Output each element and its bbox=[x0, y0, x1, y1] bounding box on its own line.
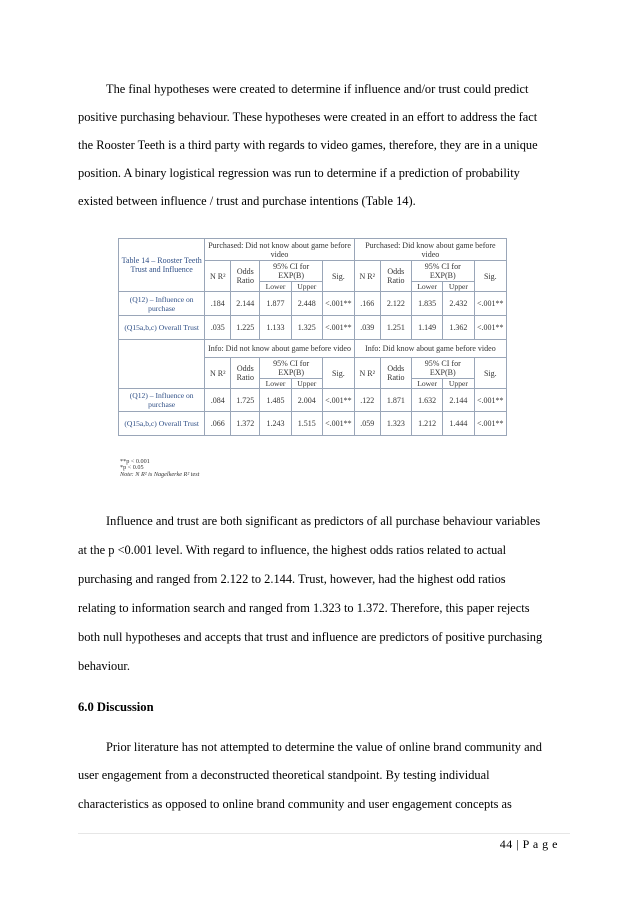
row-label-trust: (Q15a,b,c) Overall Trust bbox=[119, 316, 205, 340]
cell: <.001** bbox=[322, 292, 354, 316]
note-line: Note: N R² is Nagelkerke R² test bbox=[120, 470, 200, 478]
row-label-influence: (Q12) – Influence on purchase bbox=[119, 389, 205, 412]
text-line: The final hypotheses were created to determine if influence and/or trust could predict bbox=[106, 82, 529, 96]
cell: 2.448 bbox=[291, 292, 322, 316]
cell: 1.725 bbox=[231, 389, 260, 412]
col-ci: 95% CI for EXP(B) bbox=[411, 261, 474, 282]
cell: 2.432 bbox=[443, 292, 474, 316]
table-row bbox=[119, 292, 507, 316]
cell: <.001** bbox=[322, 316, 354, 340]
cell: .122 bbox=[354, 389, 380, 412]
cell: <.001** bbox=[322, 412, 354, 436]
note-line: *p < 0.05 bbox=[120, 464, 144, 472]
cell: 1.485 bbox=[260, 389, 291, 412]
col-nr2: N R² bbox=[205, 261, 231, 292]
text-line: user engagement from a deconstructed theoretical standpoint. By testing individual bbox=[78, 768, 490, 782]
group-header-info-know: Info: Did know about game before video bbox=[354, 340, 506, 358]
text-line: purchasing and ranged from 2.122 to 2.144. Trust, however, had the highest odd ratios bbox=[78, 572, 506, 586]
cell: 1.877 bbox=[260, 292, 291, 316]
cell: 1.835 bbox=[411, 292, 442, 316]
col-nr2: N R² bbox=[354, 358, 380, 389]
text-line: both null hypotheses and accepts that trust and influence are predictors of positive purchasing bbox=[78, 630, 543, 644]
cell: 2.144 bbox=[443, 389, 474, 412]
cell: <.001** bbox=[474, 292, 506, 316]
footer-divider bbox=[78, 833, 570, 834]
cell: 1.325 bbox=[291, 316, 322, 340]
text-line: Influence and trust are both significant as predictors of all purchase behaviour variables bbox=[106, 514, 541, 528]
cell: 1.225 bbox=[231, 316, 260, 340]
blank-cell bbox=[119, 340, 205, 389]
cell: 1.251 bbox=[380, 316, 411, 340]
col-lower: Lower bbox=[260, 282, 291, 292]
cell: <.001** bbox=[474, 316, 506, 340]
group-header-purchased-know: Purchased: Did know about game before video bbox=[354, 239, 506, 261]
text-line: relating to information search and ranged from 1.323 to 1.372. Therefore, this paper rejects bbox=[78, 601, 530, 615]
col-lower: Lower bbox=[260, 379, 291, 389]
col-nr2: N R² bbox=[205, 358, 231, 389]
col-lower: Lower bbox=[411, 379, 442, 389]
cell: .059 bbox=[354, 412, 380, 436]
col-sig: Sig. bbox=[474, 261, 506, 292]
table-14-figure bbox=[114, 232, 512, 482]
table-notes bbox=[120, 459, 199, 478]
cell: 1.372 bbox=[231, 412, 260, 436]
col-upper: Upper bbox=[291, 379, 322, 389]
cell: 1.362 bbox=[443, 316, 474, 340]
col-odds: Odds Ratio bbox=[380, 358, 411, 389]
cell: 1.212 bbox=[411, 412, 442, 436]
text-line: characteristics as opposed to online brand community and user engagement concepts as bbox=[78, 797, 512, 811]
regression-table bbox=[118, 238, 507, 436]
col-nr2: N R² bbox=[354, 261, 380, 292]
text-line: existed between influence / trust and purchase intentions (Table 14). bbox=[78, 194, 416, 208]
cell: .039 bbox=[354, 316, 380, 340]
row-label-influence: (Q12) – Influence on purchase bbox=[119, 292, 205, 316]
cell: 1.149 bbox=[411, 316, 442, 340]
cell: .184 bbox=[205, 292, 231, 316]
cell: 2.144 bbox=[231, 292, 260, 316]
cell: .166 bbox=[354, 292, 380, 316]
page-number: 44 | P a g e bbox=[499, 837, 558, 851]
col-odds: Odds Ratio bbox=[231, 261, 260, 292]
cell: <.001** bbox=[474, 412, 506, 436]
col-ci: 95% CI for EXP(B) bbox=[411, 358, 474, 379]
cell: 1.133 bbox=[260, 316, 291, 340]
cell: 1.243 bbox=[260, 412, 291, 436]
col-odds: Odds Ratio bbox=[380, 261, 411, 292]
note-line: **p < 0.001 bbox=[120, 458, 150, 465]
col-ci: 95% CI for EXP(B) bbox=[260, 261, 323, 282]
section-heading: 6.0 Discussion bbox=[78, 700, 154, 714]
cell: <.001** bbox=[322, 389, 354, 412]
cell: .066 bbox=[205, 412, 231, 436]
col-sig: Sig. bbox=[474, 358, 506, 389]
text-line: behaviour. bbox=[78, 659, 130, 673]
table-row bbox=[119, 389, 507, 412]
text-line: the Rooster Teeth is a third party with regards to video games, therefore, they are in a unique bbox=[78, 138, 538, 152]
cell: 1.444 bbox=[443, 412, 474, 436]
text-line: positive purchasing behaviour. These hypotheses were created in an effort to address the fact bbox=[78, 110, 538, 124]
table-row bbox=[119, 412, 507, 436]
text-line: at the p <0.001 level. With regard to influence, the highest odds ratios related to actual bbox=[78, 543, 507, 557]
text-line: position. A binary logistical regression was run to determine if a prediction of probability bbox=[78, 166, 520, 180]
cell: .084 bbox=[205, 389, 231, 412]
cell: <.001** bbox=[474, 389, 506, 412]
cell: 2.004 bbox=[291, 389, 322, 412]
cell: 1.323 bbox=[380, 412, 411, 436]
col-lower: Lower bbox=[411, 282, 442, 292]
cell: 1.515 bbox=[291, 412, 322, 436]
col-ci: 95% CI for EXP(B) bbox=[260, 358, 323, 379]
col-upper: Upper bbox=[443, 282, 474, 292]
text-line: Prior literature has not attempted to determine the value of online brand community and bbox=[106, 740, 542, 754]
row-label-trust: (Q15a,b,c) Overall Trust bbox=[119, 412, 205, 436]
cell: 1.871 bbox=[380, 389, 411, 412]
group-header-info-not-know: Info: Did not know about game before video bbox=[205, 340, 354, 358]
col-sig: Sig. bbox=[322, 358, 354, 389]
cell: .035 bbox=[205, 316, 231, 340]
col-upper: Upper bbox=[291, 282, 322, 292]
cell: 2.122 bbox=[380, 292, 411, 316]
col-sig: Sig. bbox=[322, 261, 354, 292]
col-upper: Upper bbox=[443, 379, 474, 389]
group-header-purchased-not-know: Purchased: Did not know about game before video bbox=[205, 239, 354, 261]
col-odds: Odds Ratio bbox=[231, 358, 260, 389]
table-caption: Table 14 – Rooster Teeth Trust and Influence bbox=[119, 239, 205, 292]
cell: 1.632 bbox=[411, 389, 442, 412]
table-row bbox=[119, 316, 507, 340]
